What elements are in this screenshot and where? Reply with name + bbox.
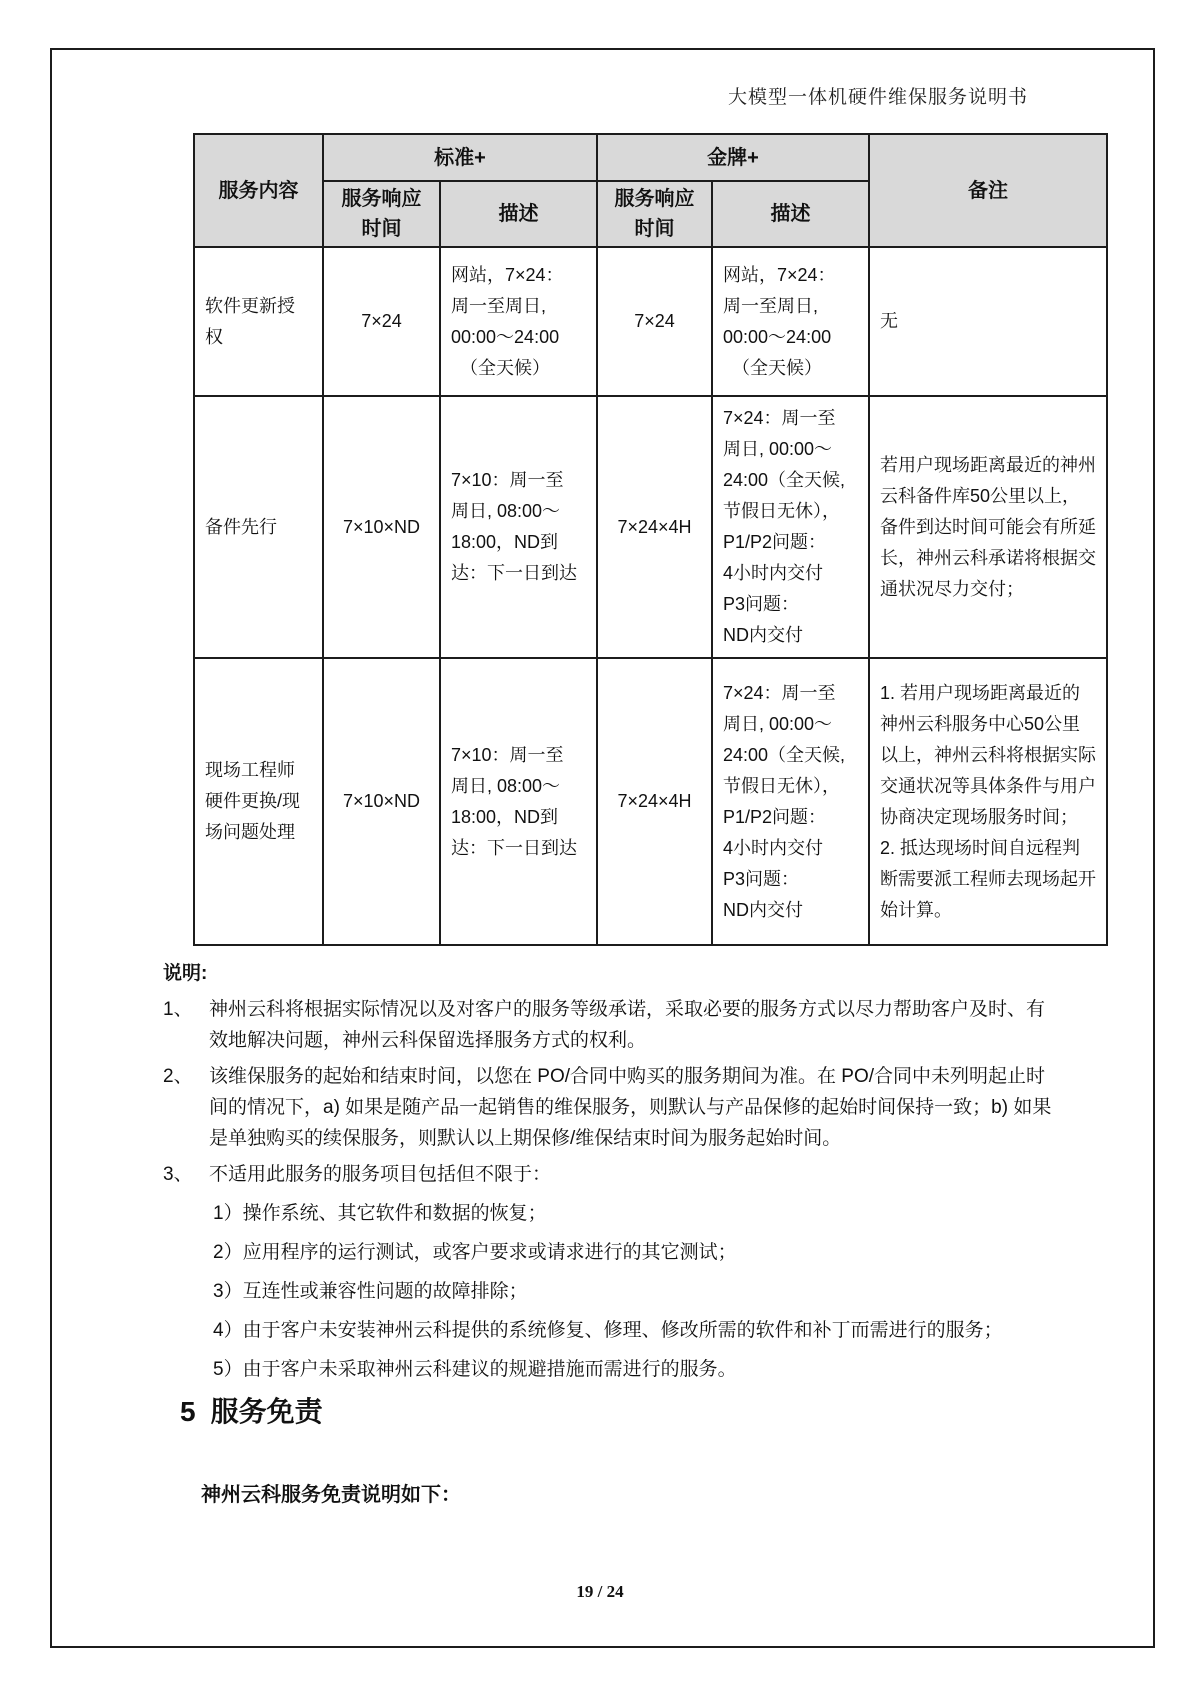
cell-gold-time: 7×24×4H bbox=[597, 658, 712, 945]
note-subitem-2: 2）应用程序的运行测试，或客户要求或请求进行的其它测试； bbox=[213, 1242, 737, 1263]
note-number: 3、 bbox=[163, 1164, 193, 1185]
page-number: 19 / 24 bbox=[576, 1582, 624, 1601]
header-gold-description: 描述 bbox=[712, 181, 869, 247]
cell-gold-time: 7×24×4H bbox=[597, 396, 712, 658]
header-remark: 备注 bbox=[869, 134, 1107, 247]
note-number: 1、 bbox=[163, 999, 193, 1020]
section-title: 服务免责 bbox=[210, 1396, 323, 1427]
cell-standard-time: 7×24 bbox=[323, 247, 440, 396]
cell-standard-time: 7×10×ND bbox=[323, 396, 440, 658]
note-item-3 bbox=[163, 1159, 1061, 1190]
cell-remark: 1. 若用户现场距离最近的神州云科服务中心50公里以上，神州云科将根据实际交通状况等具体条件与用户协商决定现场服务时间； 2. 抵达现场时间自远程判断需要派工程师去现场起开始计算。 bbox=[869, 658, 1107, 945]
cell-service-name: 现场工程师硬件更换/现场问题处理 bbox=[194, 658, 323, 945]
cell-gold-desc: 网站，7×24： 周一至周日, 00:00～24:00 （全天候） bbox=[712, 247, 869, 396]
cell-standard-desc: 7×10：周一至 周日, 08:00～ 18:00，ND到 达：下一日到达 bbox=[440, 396, 597, 658]
section-number: 5 bbox=[180, 1396, 196, 1427]
note-item-2 bbox=[163, 1061, 1061, 1154]
notes-section bbox=[163, 958, 1061, 1385]
cell-gold-time: 7×24 bbox=[597, 247, 712, 396]
header-gold-response-time: 服务响应时间 bbox=[597, 181, 712, 247]
cell-remark: 若用户现场距离最近的神州云科备件库50公里以上，备件到达时间可能会有所延长，神州云科承诺将根据交通状况尽力交付； bbox=[869, 396, 1107, 658]
service-table bbox=[193, 133, 1106, 946]
note-subitem-4: 4）由于客户未安装神州云科提供的系统修复、修理、修改所需的软件和补丁而需进行的服务； bbox=[213, 1320, 1003, 1341]
note-subitems bbox=[213, 1198, 1061, 1385]
cell-standard-desc: 网站，7×24： 周一至周日, 00:00～24:00 （全天候） bbox=[440, 247, 597, 396]
cell-service-name: 软件更新授权 bbox=[194, 247, 323, 396]
cell-gold-desc: 7×24：周一至 周日, 00:00～ 24:00（全天候, 节假日无休）， P1/P2问题： 4小时内交付 P3问题： ND内交付 bbox=[712, 396, 869, 658]
cell-service-name: 备件先行 bbox=[194, 396, 323, 658]
cell-standard-time: 7×10×ND bbox=[323, 658, 440, 945]
table-row-onsite-engineer bbox=[194, 658, 1107, 945]
note-text: 该维保服务的起始和结束时间，以您在 PO/合同中购买的服务期间为准。在 PO/合同中未列明起止时间的情况下，a) 如果是随产品一起销售的维保服务，则默认与产品保修的起始时间保持一致；b) 如果是单独购买的续保服务，则默认以上期保修/维保结束时间为服务起始时间。 bbox=[209, 1066, 1052, 1149]
table-row-spare-parts bbox=[194, 396, 1107, 658]
note-text: 不适用此服务的服务项目包括但不限于： bbox=[209, 1164, 552, 1185]
header-service-content: 服务内容 bbox=[194, 134, 323, 247]
cell-remark: 无 bbox=[869, 247, 1107, 396]
table-row-software-update bbox=[194, 247, 1107, 396]
header-standard-response-time: 服务响应时间 bbox=[323, 181, 440, 247]
note-subitem-1: 1）操作系统、其它软件和数据的恢复； bbox=[213, 1203, 547, 1224]
header-group-gold: 金牌+ bbox=[597, 134, 869, 181]
note-subitem-3: 3）互连性或兼容性问题的故障排除； bbox=[213, 1281, 528, 1302]
document-header-title: 大模型一体机硬件维保服务说明书 bbox=[727, 87, 1028, 108]
note-item-1 bbox=[163, 994, 1061, 1056]
header-standard-description: 描述 bbox=[440, 181, 597, 247]
section-5-subtitle: 神州云科服务免责说明如下： bbox=[201, 1484, 461, 1506]
cell-gold-desc: 7×24：周一至 周日, 00:00～ 24:00（全天候, 节假日无休）， P1/P2问题： 4小时内交付 P3问题： ND内交付 bbox=[712, 658, 869, 945]
note-subitem-5: 5）由于客户未采取神州云科建议的规避措施而需进行的服务。 bbox=[213, 1359, 737, 1380]
header-group-standard: 标准+ bbox=[323, 134, 597, 181]
note-text: 神州云科将根据实际情况以及对客户的服务等级承诺，采取必要的服务方式以尽力帮助客户及时、有效地解决问题，神州云科保留选择服务方式的权利。 bbox=[209, 999, 1046, 1051]
notes-heading: 说明: bbox=[163, 963, 208, 984]
cell-standard-desc: 7×10：周一至 周日, 08:00～ 18:00，ND到 达：下一日到达 bbox=[440, 658, 597, 945]
service-level-table bbox=[193, 133, 1108, 946]
section-5-heading bbox=[180, 1390, 323, 1430]
table-header-row-groups bbox=[194, 134, 1107, 181]
note-number: 2、 bbox=[163, 1066, 193, 1087]
